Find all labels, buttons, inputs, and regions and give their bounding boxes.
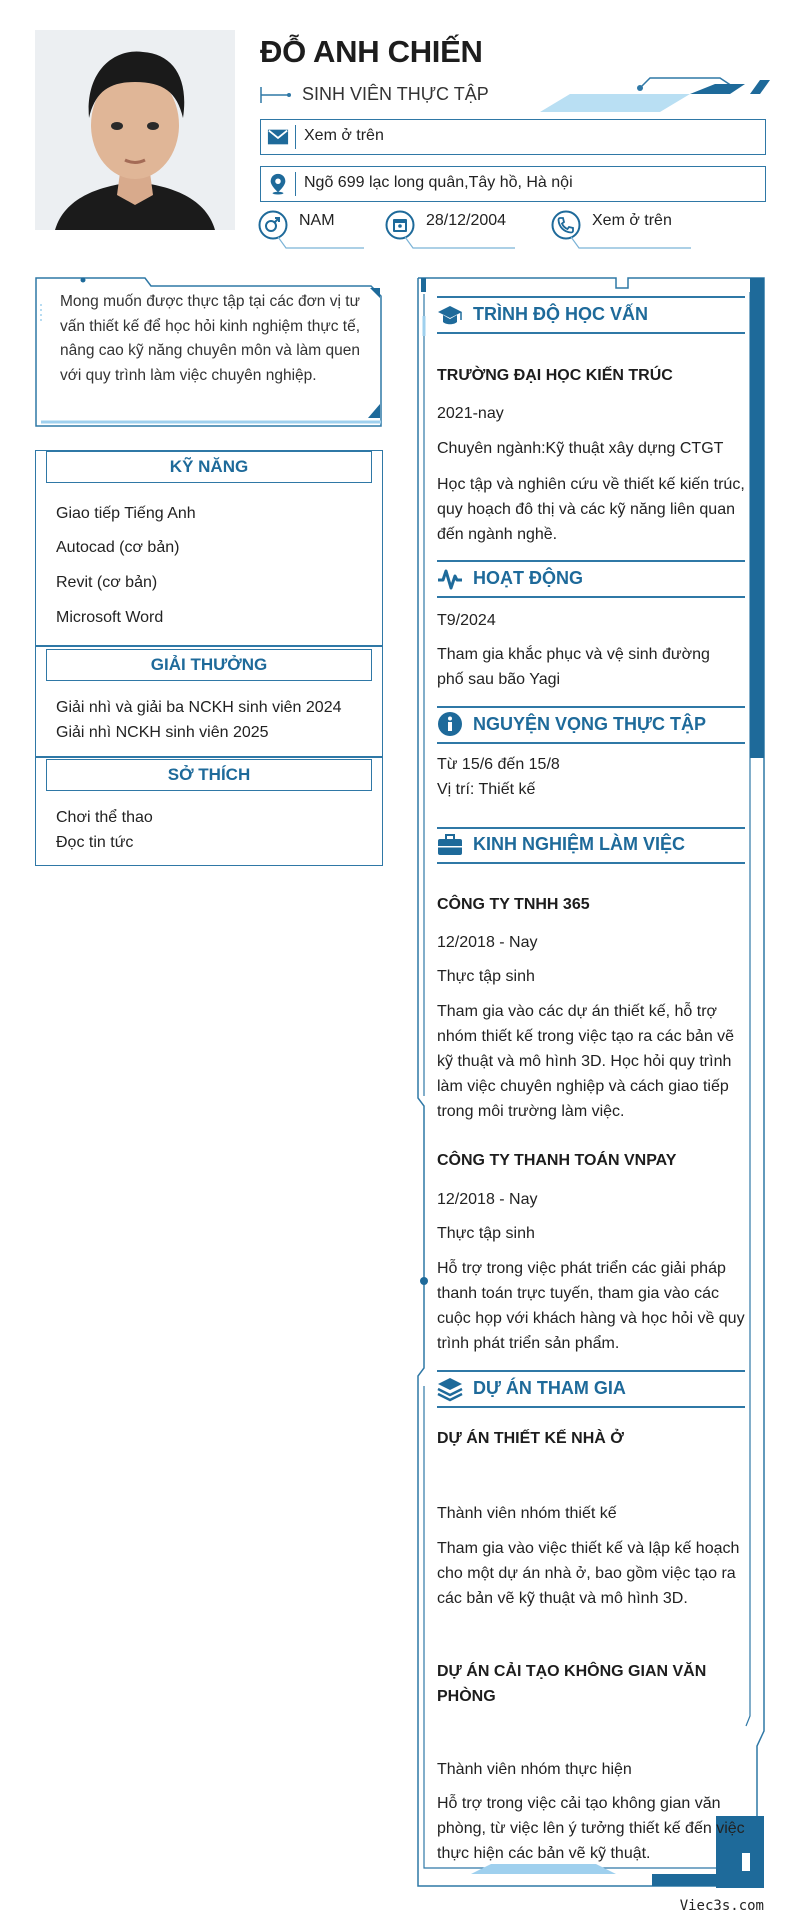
birthday-underline: [405, 236, 515, 250]
education-description: Học tập và nghiên cứu về thiết kế kiến trúc, quy hoạch đô thị và các kỹ năng liên quan đến ngành nghề.: [437, 476, 745, 543]
skill-item: Giao tiếp Tiếng Anh: [56, 505, 196, 522]
project-role: Thành viên nhóm thiết kế: [437, 1505, 617, 1522]
project-name: DỰ ÁN CẢI TẠO KHÔNG GIAN VĂN PHÒNG: [437, 1663, 707, 1705]
education-major: Chuyên ngành:Kỹ thuật xây dựng CTGT: [437, 440, 724, 457]
job-description: Hỗ trợ trong việc phát triển các giải pháp thanh toán trực tuyến, tham gia vào các cuộc họp với khách hàng và học hỏi về quy trình phát triển sản phẩm.: [437, 1260, 745, 1352]
address-field: [260, 166, 766, 202]
briefcase-icon: [437, 832, 463, 858]
skill-item: Revit (cơ bản): [56, 574, 158, 591]
awards-section: [35, 646, 383, 758]
email-field: [260, 119, 766, 155]
job-company: CÔNG TY THANH TOÁN VNPAY: [437, 1152, 677, 1169]
hobby-item: Chơi thể thao: [56, 809, 153, 826]
experience-title: KINH NGHIỆM LÀM VIỆC: [473, 834, 686, 854]
hobby-item: Đọc tin tức: [56, 834, 134, 851]
address-value: Ngõ 699 lạc long quân,Tây hồ, Hà nội: [304, 174, 573, 191]
project-description: Tham gia vào việc thiết kế và lập kế hoạch cho một dự án nhà ở, bao gồm việc tạo ra các bản vẽ kỹ thuật và mô hình 3D.: [437, 1540, 740, 1607]
email-value: Xem ở trên: [304, 127, 384, 144]
project-role: Thành viên nhóm thực hiện: [437, 1761, 632, 1778]
hobbies-section: [35, 756, 383, 866]
gender-underline: [278, 236, 364, 250]
graduation-cap-icon: [437, 302, 463, 328]
pulse-icon: [437, 566, 463, 592]
job-company: CÔNG TY TNHH 365: [437, 896, 590, 913]
aspiration-position: Vị trí: Thiết kế: [437, 781, 536, 798]
candidate-name: ĐỖ ANH CHIẾN: [260, 34, 483, 69]
candidate-role: SINH VIÊN THỰC TẬP: [302, 84, 489, 104]
project-name: DỰ ÁN THIẾT KẾ NHÀ Ở: [437, 1430, 624, 1447]
hobbies-title: SỞ THÍCH: [46, 759, 372, 791]
watermark: Viec3s.com: [679, 1898, 764, 1914]
activities-title: HOẠT ĐỘNG: [473, 568, 583, 588]
gender-value: NAM: [299, 212, 335, 229]
phone-value: Xem ở trên: [592, 212, 672, 229]
skill-item: Microsoft Word: [56, 609, 164, 626]
education-period: 2021-nay: [437, 405, 504, 422]
activity-period: T9/2024: [437, 612, 496, 629]
education-title: TRÌNH ĐỘ HỌC VẤN: [473, 304, 648, 324]
job-position: Thực tập sinh: [437, 1225, 535, 1242]
layers-icon: [437, 1376, 463, 1402]
award-item: Giải nhì và giải ba NCKH sinh viên 2024: [56, 699, 342, 716]
role-line-decoration: [260, 86, 292, 104]
job-period: 12/2018 - Nay: [437, 934, 538, 951]
job-position: Thực tập sinh: [437, 968, 535, 985]
skills-title: KỸ NĂNG: [46, 451, 372, 483]
phone-underline: [571, 236, 691, 250]
info-icon: [437, 711, 463, 737]
skills-section: [35, 450, 383, 646]
header-tech-decoration: [540, 74, 770, 114]
award-item: Giải nhì NCKH sinh viên 2025: [56, 724, 269, 741]
job-period: 12/2018 - Nay: [437, 1191, 538, 1208]
envelope-icon: [267, 126, 289, 148]
profile-photo: [35, 30, 235, 230]
location-pin-icon: [267, 173, 289, 195]
aspiration-title: NGUYỆN VỌNG THỰC TẬP: [473, 714, 706, 734]
awards-title: GIẢI THƯỞNG: [46, 649, 372, 681]
projects-title: DỰ ÁN THAM GIA: [473, 1378, 626, 1398]
aspiration-time: Từ 15/6 đến 15/8: [437, 756, 560, 773]
activity-description: Tham gia khắc phục và vệ sinh đường phố sau bão Yagi: [437, 646, 710, 688]
birthday-value: 28/12/2004: [426, 212, 507, 229]
career-objective: Mong muốn được thực tập tại các đơn vị tư vấn thiết kế để học hỏi kinh nghiệm thực tế, nâng cao kỹ năng chuyên môn và làm quen với quy trình làm việc chuyên nghiệp.: [60, 293, 360, 384]
skill-item: Autocad (cơ bản): [56, 539, 180, 556]
project-description: Hỗ trợ trong việc cải tạo không gian văn phòng, từ việc lên ý tưởng thiết kế đến việc thực hiện các bản vẽ kỹ thuật.: [437, 1795, 745, 1862]
job-description: Tham gia vào các dự án thiết kế, hỗ trợ nhóm thiết kế trong việc tạo ra các bản vẽ kỹ thuật và mô hình 3D. Học hỏi quy trình làm việc chuyên nghiệp và cách giao tiếp trong môi trường làm việc.: [437, 1003, 735, 1120]
school-name: TRƯỜNG ĐẠI HỌC KIẾN TRÚC: [437, 367, 673, 384]
